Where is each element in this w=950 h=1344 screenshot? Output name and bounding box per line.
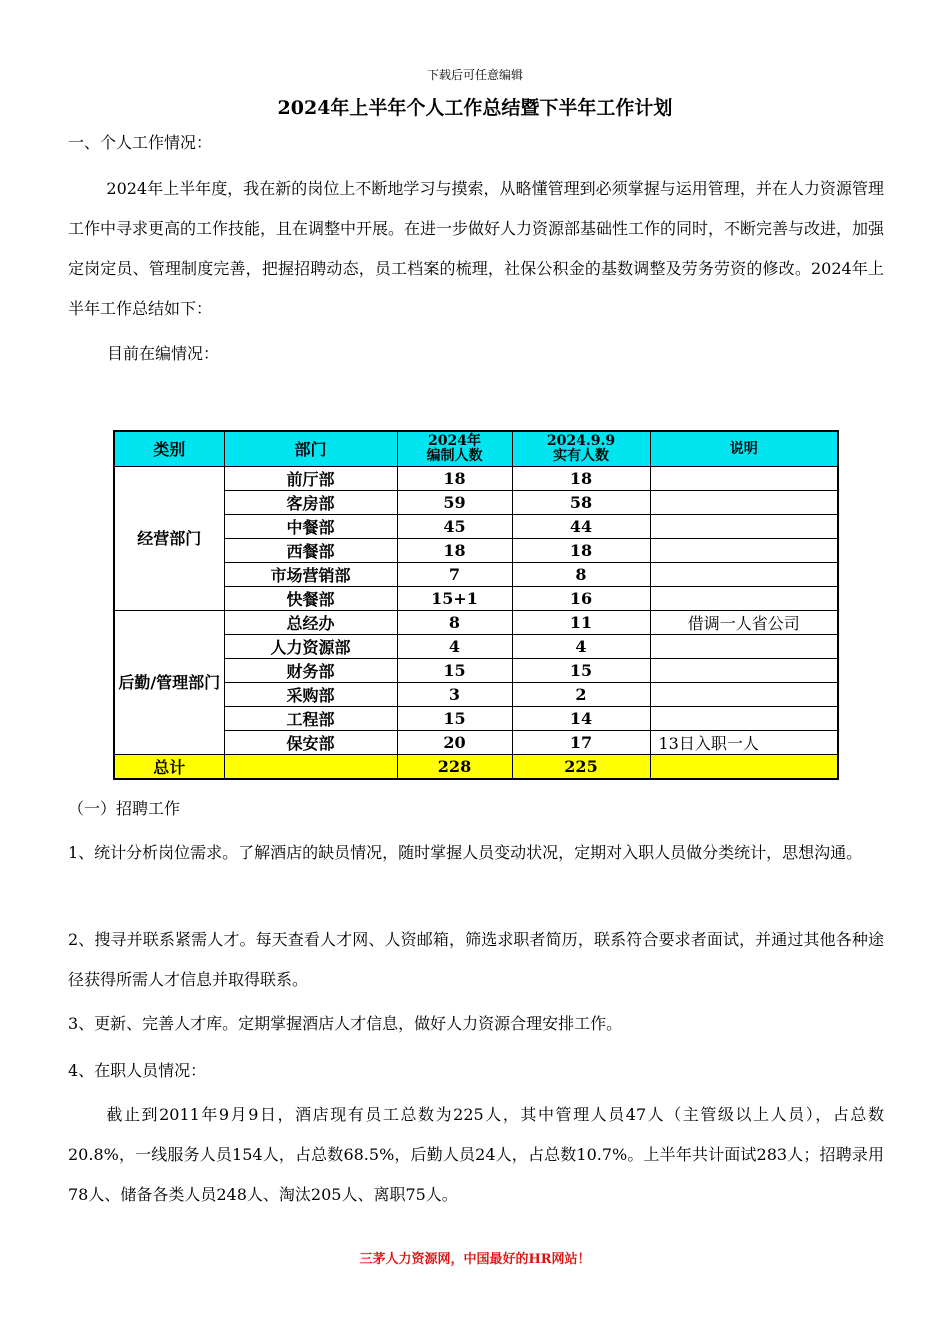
note-cell [650, 707, 838, 731]
note-cell [650, 563, 838, 587]
total-dept-blank [224, 755, 397, 780]
actual-cell: 18 [512, 467, 650, 491]
actual-cell: 17 [512, 731, 650, 755]
actual-cell: 14 [512, 707, 650, 731]
planned-cell: 8 [397, 611, 512, 635]
table-header-row [114, 431, 838, 467]
note-cell: 13日入职一人 [650, 731, 838, 755]
staffing-label: 目前在编情况： [107, 344, 220, 363]
dept-cell: 市场营销部 [224, 563, 397, 587]
item-2: 2、搜寻并联系紧需人才。每天查看人才网、人资邮箱，筛选求职者简历，联系符合要求者面试，并通过其他各种途径获得所需人才信息并取得联系。 [68, 930, 884, 989]
item-1: 1、统计分析岗位需求。了解酒店的缺员情况，随时掌握人员变动状况，定期对入职人员做分类统计，思想沟通。 [68, 843, 863, 862]
footer-slogan: 三茅人力资源网，中国最好的HR网站！ [359, 1252, 591, 1267]
header-planned [397, 431, 512, 467]
section-heading-personal-work: 一、个人工作情况： [68, 133, 213, 152]
dept-cell: 人力资源部 [224, 635, 397, 659]
intro-paragraph: 2024年上半年度，我在新的岗位上不断地学习与摸索，从略懂管理到必须掌握与运用管理，并在人力资源管理工作中寻求更高的工作技能，且在调整中开展。在进一步做好人力资源部基础性工作的同时，不断完善与改进，加强定岗定员、管理制度完善，把握招聘动态，员工档案的梳理，社保公积金的基数调整及劳务劳资的修改。2024年上半年工作总结如下： [68, 179, 885, 318]
total-label: 总计 [114, 755, 224, 780]
note-cell [650, 635, 838, 659]
actual-cell: 11 [512, 611, 650, 635]
table-row [114, 467, 838, 491]
note-cell: 借调一人省公司 [650, 611, 838, 635]
dept-cell: 财务部 [224, 659, 397, 683]
recruitment-heading: （一）招聘工作 [68, 799, 181, 818]
actual-cell: 58 [512, 491, 650, 515]
total-planned: 228 [397, 755, 512, 780]
actual-cell: 8 [512, 563, 650, 587]
item-3: 3、更新、完善人才库。定期掌握酒店人才信息，做好人力资源合理安排工作。 [68, 1014, 623, 1033]
note-cell [650, 515, 838, 539]
note-cell [650, 683, 838, 707]
actual-cell: 4 [512, 635, 650, 659]
category-operations: 经营部门 [114, 467, 224, 611]
dept-cell: 中餐部 [224, 515, 397, 539]
header-actual-line1: 2024.9.9 [546, 433, 616, 449]
planned-cell: 18 [397, 539, 512, 563]
actual-cell: 44 [512, 515, 650, 539]
note-cell [650, 491, 838, 515]
header-remark: 说明 [650, 431, 838, 467]
dept-cell: 前厅部 [224, 467, 397, 491]
planned-cell: 20 [397, 731, 512, 755]
planned-cell: 15+1 [397, 587, 512, 611]
header-planned-line2: 编制人数 [426, 448, 483, 464]
planned-cell: 3 [397, 683, 512, 707]
planned-cell: 15 [397, 659, 512, 683]
note-cell [650, 539, 838, 563]
total-row [114, 755, 838, 780]
actual-cell: 18 [512, 539, 650, 563]
header-actual-line2: 实有人数 [553, 448, 609, 464]
header-category: 类别 [114, 431, 224, 467]
dept-cell: 西餐部 [224, 539, 397, 563]
planned-cell: 45 [397, 515, 512, 539]
planned-cell: 4 [397, 635, 512, 659]
actual-cell: 16 [512, 587, 650, 611]
dept-cell: 总经办 [224, 611, 397, 635]
planned-cell: 7 [397, 563, 512, 587]
staffing-table [113, 430, 839, 780]
item-4: 4、在职人员情况： [68, 1061, 207, 1080]
header-actual [512, 431, 650, 467]
current-staff-paragraph: 截止到2011年9月9日，酒店现有员工总数为225人，其中管理人员47人（主管级以上人员），占总数20.8%，一线服务人员154人，占总数68.5%，后勤人员24人，占总数10.7%。上半年共计面试283人；招聘录用78人、储备各类人员248人、淘汰205人、离职75人。 [68, 1105, 884, 1204]
dept-cell: 采购部 [224, 683, 397, 707]
dept-cell: 工程部 [224, 707, 397, 731]
note-cell [650, 659, 838, 683]
header-department: 部门 [224, 431, 397, 467]
total-note-blank [650, 755, 838, 780]
document-title: 2024年上半年个人工作总结暨下半年工作计划 [277, 97, 673, 119]
note-cell [650, 467, 838, 491]
header-note: 下载后可任意编辑 [426, 68, 523, 82]
note-cell [650, 587, 838, 611]
dept-cell: 保安部 [224, 731, 397, 755]
planned-cell: 15 [397, 707, 512, 731]
planned-cell: 18 [397, 467, 512, 491]
category-support: 后勤/管理部门 [114, 611, 224, 755]
header-planned-line1: 2024年 [428, 433, 481, 449]
dept-cell: 客房部 [224, 491, 397, 515]
planned-cell: 59 [397, 491, 512, 515]
actual-cell: 15 [512, 659, 650, 683]
dept-cell: 快餐部 [224, 587, 397, 611]
actual-cell: 2 [512, 683, 650, 707]
total-actual: 225 [512, 755, 650, 780]
table-row [114, 611, 838, 635]
